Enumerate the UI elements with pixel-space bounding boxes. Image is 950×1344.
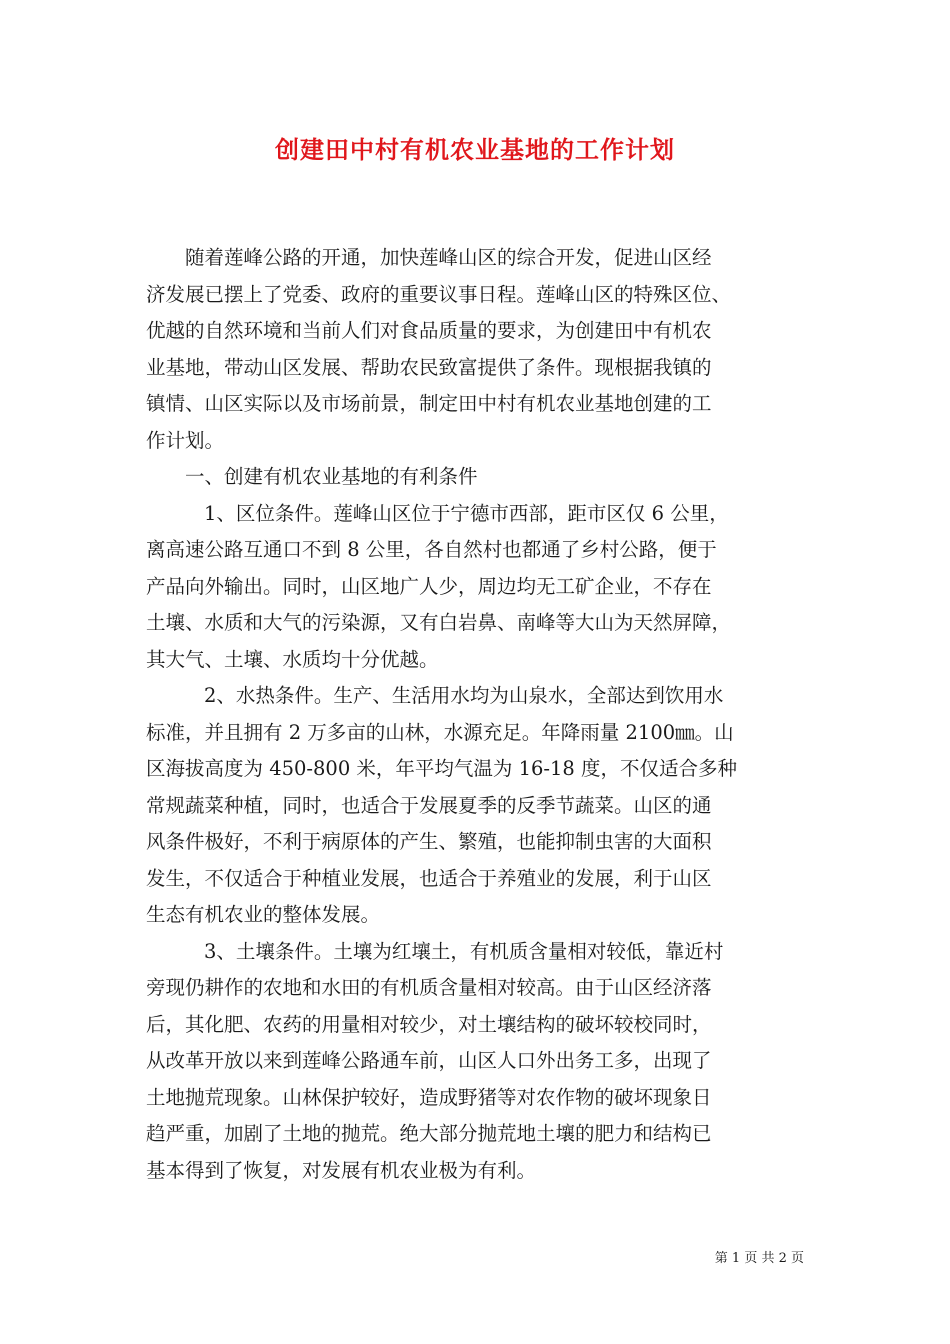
body-line: 1、区位条件。莲峰山区位于宁德市西部，距市区仅 6 公里，: [204, 501, 729, 525]
body-line: 区海拔高度为 450-800 米，年平均气温为 16-18 度，不仅适合多种: [146, 757, 738, 780]
body-line: 土壤、水质和大气的污染源，又有白岩鼻、南峰等大山为天然屏障，: [146, 611, 732, 634]
body-line: 常规蔬菜种植，同时，也适合于发展夏季的反季节蔬菜。山区的通: [146, 793, 712, 817]
body-line: 旁现仍耕作的农地和水田的有机质含量相对较高。由于山区经济落: [146, 976, 712, 999]
body-line: 3、土壤条件。土壤为红壤土，有机质含量相对较低，靠近村: [204, 939, 724, 963]
body-line: 土地抛荒现象。山林保护较好，造成野猪等对农作物的破坏现象日: [146, 1085, 712, 1109]
body-line: 镇情、山区实际以及市场前景，制定田中村有机农业基地创建的工: [146, 392, 712, 415]
body-line: 作计划。: [146, 428, 225, 452]
document-title: 创建田中村有机农业基地的工作计划: [275, 135, 675, 164]
body-line: 2、水热条件。生产、生活用水均为山泉水，全部达到饮用水: [204, 684, 724, 707]
section-heading: 一、创建有机农业基地的有利条件: [185, 465, 478, 488]
document-body: [146, 240, 806, 1189]
body-line: 发生，不仅适合于种植业发展，也适合于养殖业的发展，利于山区: [146, 866, 712, 890]
page-number: 第 1 页 共 2 页: [714, 1251, 804, 1266]
body-line: 标准，并且拥有 2 万多亩的山林，水源充足。年降雨量 2100㎜。山: [146, 720, 734, 744]
body-line: 生态有机农业的整体发展。: [146, 903, 381, 926]
body-line: 其大气、土壤、水质均十分优越。: [146, 647, 439, 671]
body-line: 风条件极好，不利于病原体的产生、繁殖，也能抑制虫害的大面积: [146, 830, 712, 853]
body-line: 趋严重，加剧了土地的抛荒。绝大部分抛荒地土壤的肥力和结构已: [146, 1122, 712, 1145]
body-line: 离高速公路互通口不到 8 公里，各自然村也都通了乡村公路，便于: [146, 538, 717, 561]
body-line: 业基地，带动山区发展、帮助农民致富提供了条件。现根据我镇的: [146, 355, 712, 379]
body-line: 基本得到了恢复，对发展有机农业极为有利。: [146, 1158, 537, 1182]
body-line: 济发展已摆上了党委、政府的重要议事日程。莲峰山区的特殊区位、: [146, 282, 732, 306]
body-line: 后，其化肥、农药的用量相对较少，对土壤结构的破坏较校同时，: [146, 1012, 712, 1036]
body-line: 从改革开放以来到莲峰公路通车前，山区人口外出务工多，出现了: [146, 1049, 712, 1072]
body-line: 产品向外输出。同时，山区地广人少，周边均无工矿企业，不存在: [146, 574, 712, 598]
body-line: 优越的自然环境和当前人们对食品质量的要求，为创建田中有机农: [146, 319, 712, 342]
body-line: 随着莲峰公路的开通，加快莲峰山区的综合开发，促进山区经: [185, 246, 712, 269]
